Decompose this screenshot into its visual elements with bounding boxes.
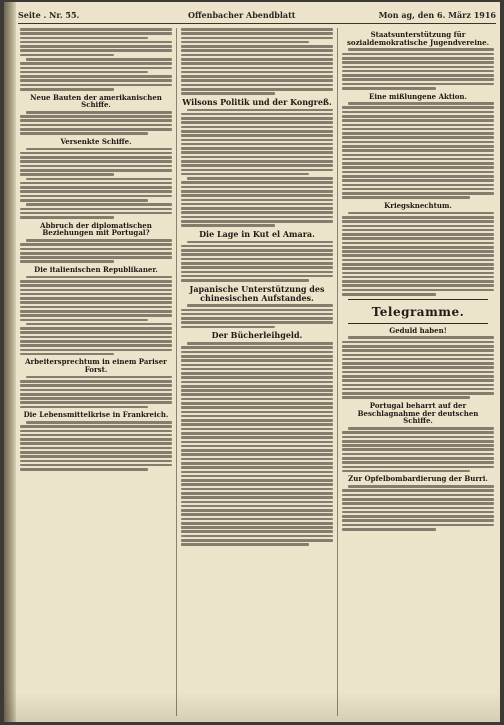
article-headline: Geduld haben! — [389, 325, 447, 335]
issue-date: Mon ag, den 6. März 1916 — [378, 10, 496, 20]
newspaper-page — [4, 2, 500, 722]
article-headline: Portugal beharrt auf der Beschlagnahme der deutschen Schiffe. — [357, 401, 479, 426]
article-headline: Staatsunterstützung für sozialdemokratische Jugendvereine. — [346, 30, 490, 47]
column-2 — [181, 28, 333, 718]
article-headline: Der Bücherleihgeld. — [211, 330, 303, 341]
article-headline: Japanische Unterstützung des chinesischen Aufstandes. — [189, 283, 325, 303]
column-divider — [176, 28, 177, 716]
page-header — [18, 10, 496, 23]
header-rule — [18, 23, 496, 24]
article-headline: Arbeitersprechtum in einem Pariser Forst. — [25, 357, 167, 375]
column-divider — [337, 28, 338, 716]
article-headline: Wilsons Politik und der Kongreß. — [182, 96, 332, 107]
newspaper-title: Offenbacher Abendblatt — [188, 10, 296, 20]
page-shadow — [4, 692, 500, 722]
article-headline: Die Lage in Kut el Amara. — [199, 228, 315, 239]
article-headline: Eine mißlungene Aktion. — [369, 91, 467, 101]
article-headline: Die Lebensmittelkrise in Frankreich. — [23, 410, 169, 420]
article-headline: Abbruch der diplomatischen Beziehungen mit Portugal? — [40, 220, 152, 238]
page-binding-edge — [4, 2, 16, 722]
article-headline: Neue Bauten der amerikanischen Schiffe. — [30, 92, 162, 110]
column-1 — [20, 28, 172, 718]
column-3 — [342, 28, 494, 718]
article-headline: Die italienischen Republikaner. — [34, 265, 158, 275]
article-headline: Zur Opfelbombardierung der Burri. — [348, 474, 488, 484]
section-title: Telegramme. — [371, 304, 465, 319]
article-headline: Kriegsknechtum. — [384, 200, 452, 210]
page-number: Seite . Nr. 55. — [18, 10, 80, 20]
article-headline: Versenkte Schiffe. — [60, 136, 132, 146]
